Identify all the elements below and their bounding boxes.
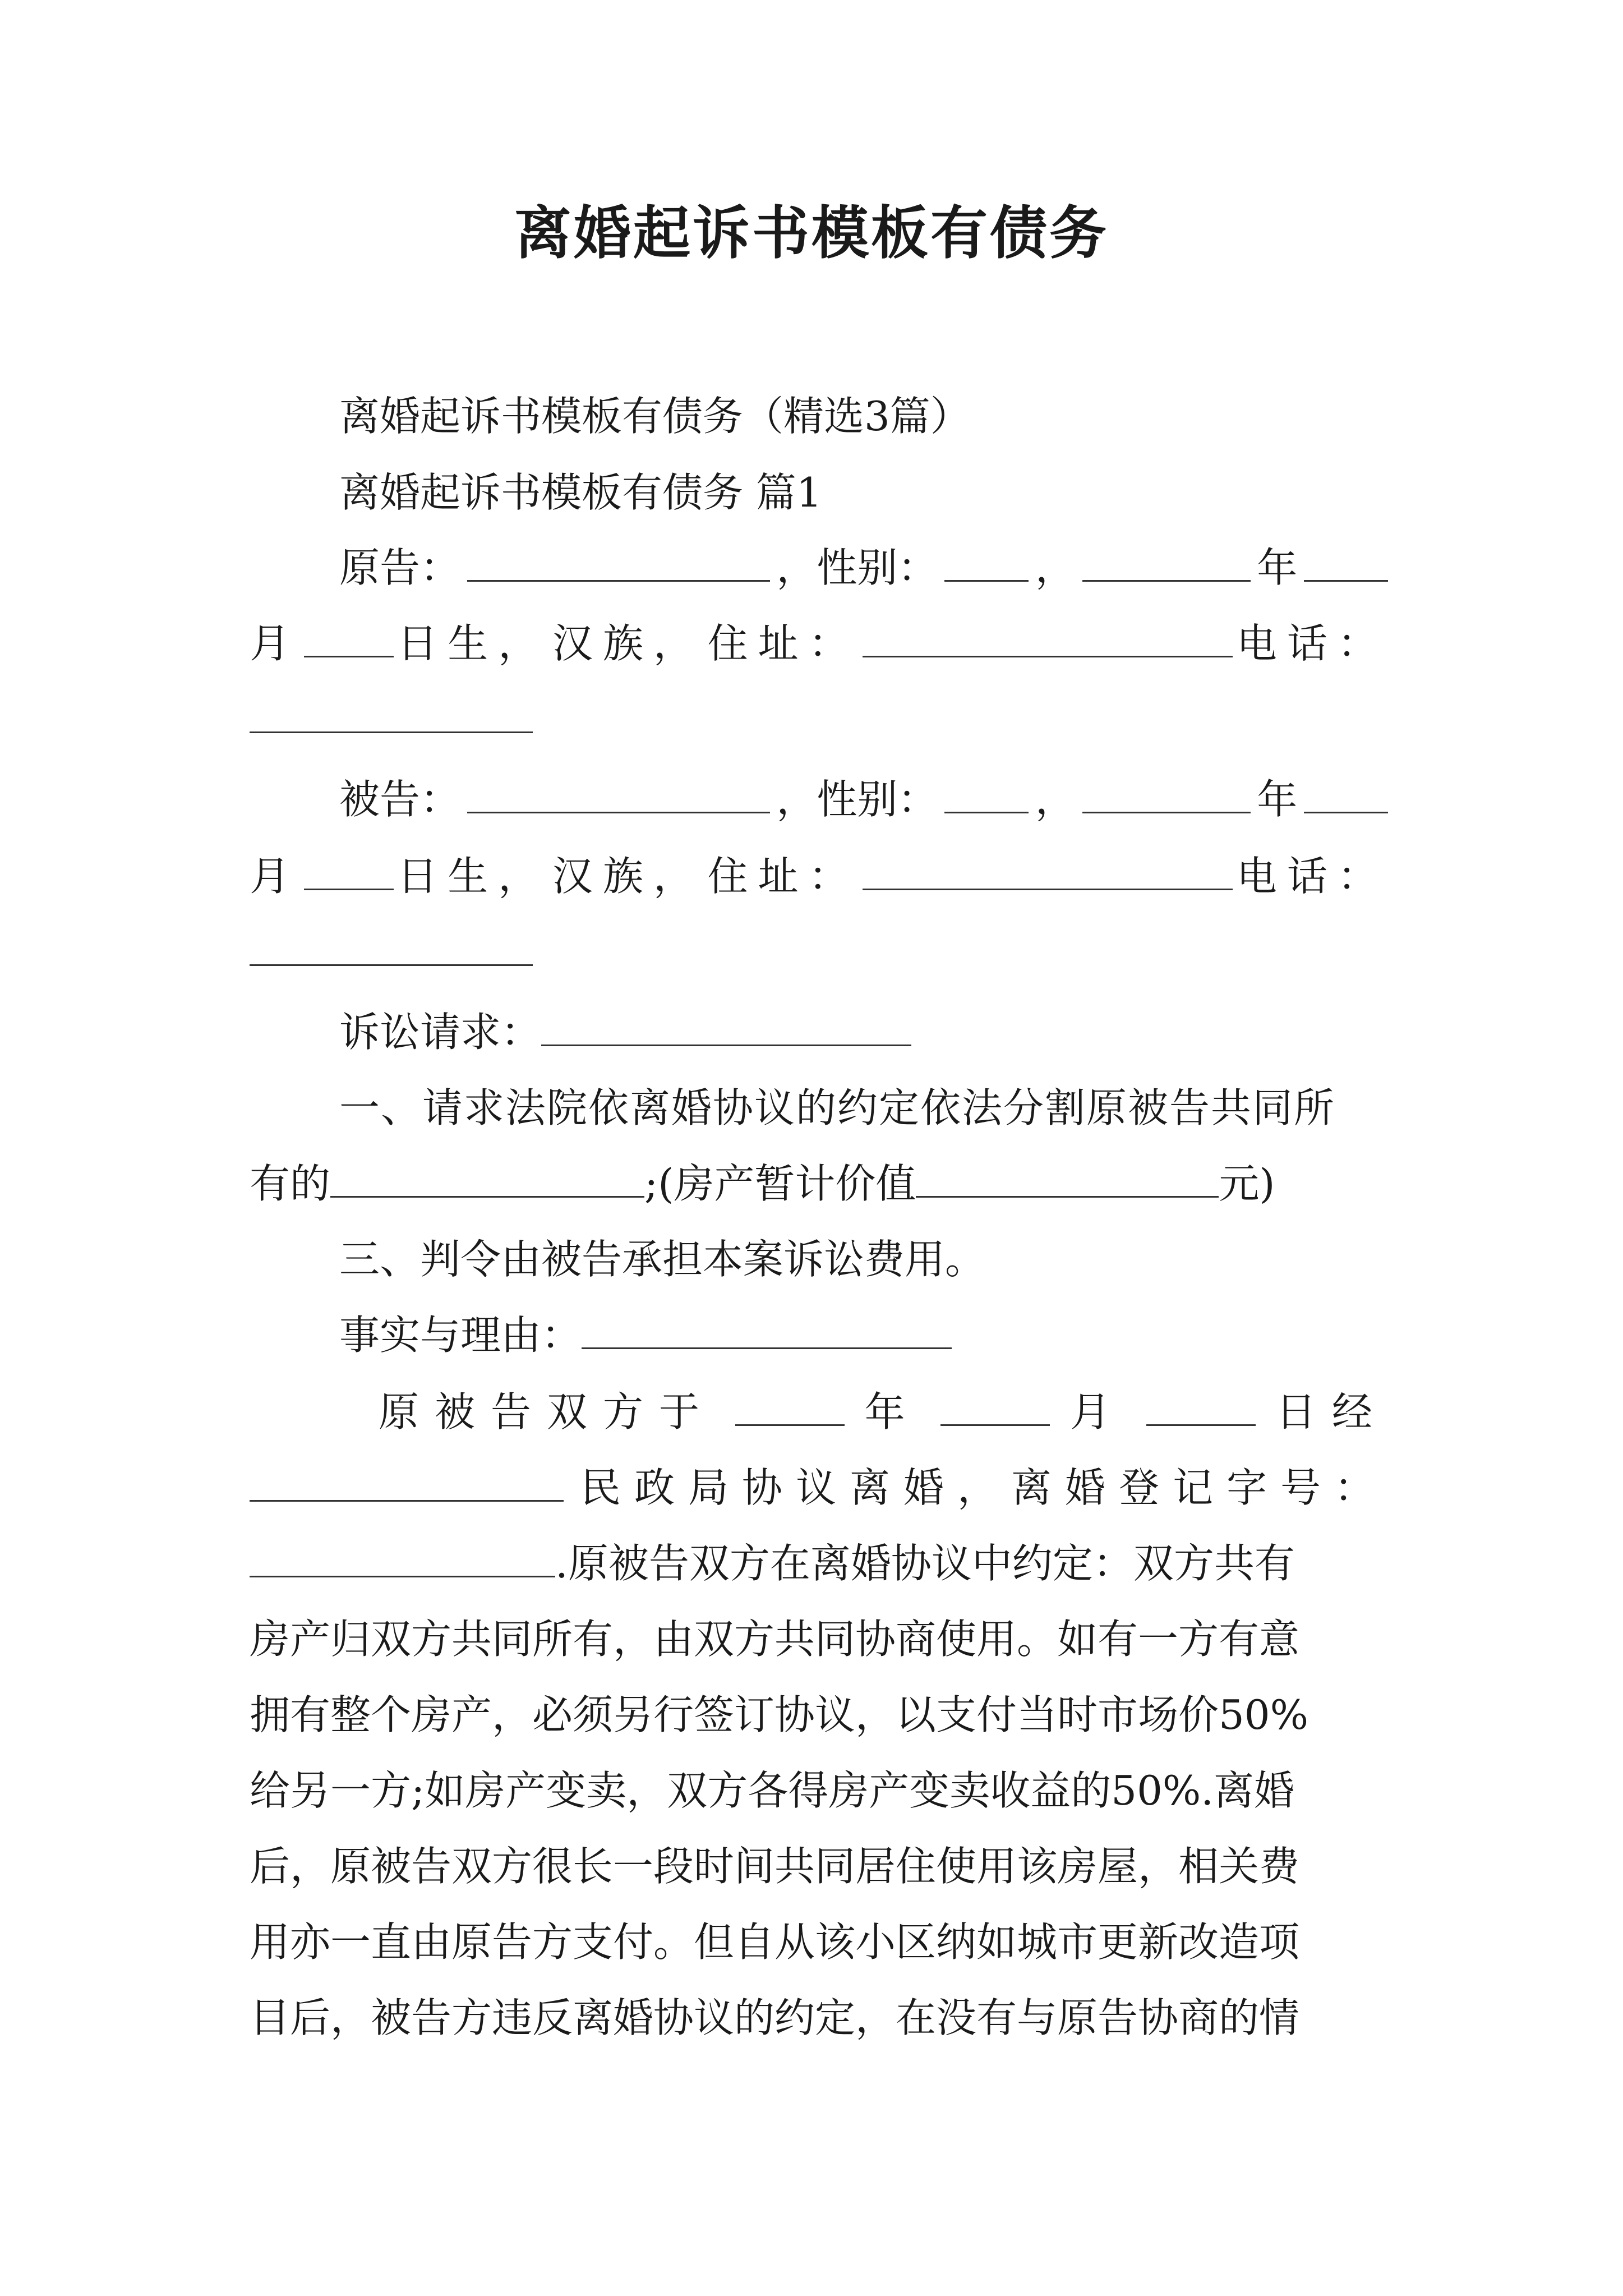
defendant-name-blank xyxy=(467,772,770,813)
facts-line-3 xyxy=(250,1535,1388,1591)
plaintiff-line-1 xyxy=(250,540,1388,596)
document-title: 离婚起诉书模板有债务 xyxy=(514,200,1109,267)
facts-body-line: 房产归双方共同所有，由双方共同协商使用。如有一方有意 xyxy=(250,1616,1300,1663)
plaintiff-label: 原告： xyxy=(339,544,461,591)
defendant-year-blank xyxy=(1082,772,1251,813)
facts-regno-blank xyxy=(250,1536,555,1577)
plaintiff-sex-label: ，性别： xyxy=(776,544,938,591)
defendant-sex-label: ，性别： xyxy=(776,776,938,823)
defendant-label: 被告： xyxy=(339,776,461,823)
plaintiff-day-blank xyxy=(304,616,394,657)
claims-label: 诉讼请求： xyxy=(339,1009,542,1056)
plaintiff-sex-blank xyxy=(944,541,1029,582)
facts-month-label: 月 xyxy=(1070,1388,1127,1435)
plaintiff-phone-label: 电话： xyxy=(1236,620,1388,667)
defendant-phone-blank xyxy=(250,925,533,966)
claim1-line-2 xyxy=(250,1156,1388,1212)
defendant-day-blank xyxy=(304,849,394,890)
facts-agreement-text: .原被告双方在离婚协议中约定：双方共有 xyxy=(555,1540,1295,1587)
claim1-price-blank xyxy=(916,1157,1219,1198)
plaintiff-line-2 xyxy=(250,615,1388,671)
plaintiff-born-label: 日生， xyxy=(397,620,549,667)
plaintiff-line-3 xyxy=(250,691,1388,747)
facts-year-blank xyxy=(735,1385,845,1426)
defendant-month-blank xyxy=(1304,772,1388,813)
plaintiff-phone-blank xyxy=(250,692,533,733)
subtitle: 离婚起诉书模板有债务（精选3篇） xyxy=(339,393,971,440)
section-heading: 离婚起诉书模板有债务 篇1 xyxy=(339,469,822,516)
facts-line-2 xyxy=(250,1460,1388,1516)
plaintiff-year-blank xyxy=(1082,541,1251,582)
plaintiff-name-blank xyxy=(467,541,770,582)
claim1-unit-label: 元) xyxy=(1219,1160,1275,1207)
facts-bureau-blank xyxy=(250,1461,564,1502)
defendant-line-3 xyxy=(250,924,1388,980)
defendant-month-label: 月 xyxy=(250,853,301,900)
defendant-sex-blank xyxy=(944,772,1029,813)
defendant-line-2 xyxy=(250,848,1388,904)
defendant-born-label: 日生， xyxy=(397,853,549,900)
defendant-address-label: 住址： xyxy=(707,853,859,900)
facts-blank xyxy=(582,1308,952,1349)
facts-month-blank xyxy=(940,1385,1050,1426)
plaintiff-ethnic-label: 汉族， xyxy=(552,620,704,667)
defendant-comma: ， xyxy=(1035,776,1076,823)
plaintiff-address-label: 住址： xyxy=(707,620,859,667)
claim3-line: 三、判令由被告承担本案诉讼费用。 xyxy=(339,1236,986,1283)
facts-parties-label: 原被告双方于 xyxy=(379,1388,716,1435)
claims-blank xyxy=(541,1005,911,1046)
plaintiff-year-label: 年 xyxy=(1257,544,1298,591)
facts-label-line xyxy=(250,1307,1388,1363)
facts-year-label: 年 xyxy=(864,1388,921,1435)
plaintiff-address-blank xyxy=(863,616,1233,657)
facts-body-line: 拥有整个房产，必须另行签订协议，以支付当时市场价50% xyxy=(250,1691,1309,1738)
facts-body-line: 用亦一直由原告方支付。但自从该小区纳如城市更新改造项 xyxy=(250,1918,1300,1966)
facts-body-line: 后，原被告双方很长一段时间共同居住使用该房屋，相关费 xyxy=(250,1843,1300,1890)
claims-line xyxy=(250,1004,1388,1060)
claim1-house-blank xyxy=(330,1157,644,1198)
defendant-address-blank xyxy=(863,849,1233,890)
claim1-price-label: ;(房产暂计价值 xyxy=(644,1160,916,1207)
facts-body-line: 给另一方;如房产变卖，双方各得房产变卖收益的50%.离婚 xyxy=(250,1767,1295,1814)
plaintiff-comma: ， xyxy=(1035,544,1076,591)
facts-line-1 xyxy=(250,1384,1388,1440)
facts-day-label: 日经 xyxy=(1275,1388,1388,1435)
plaintiff-month-blank xyxy=(1304,541,1388,582)
defendant-year-label: 年 xyxy=(1257,776,1298,823)
facts-label: 事实与理由： xyxy=(339,1312,582,1359)
defendant-line-1 xyxy=(250,771,1388,827)
plaintiff-month-label: 月 xyxy=(250,620,301,667)
facts-divorce-text: 民政局协议离婚，离婚登记字号： xyxy=(580,1464,1388,1511)
facts-body-line: 目后，被告方违反离婚协议的约定，在没有与原告协商的情 xyxy=(250,1994,1300,2041)
defendant-phone-label: 电话： xyxy=(1236,853,1388,900)
claim1-line-1: 一、请求法院依离婚协议的约定依法分割原被告共同所 xyxy=(339,1084,1336,1131)
claim1-house-label: 有的 xyxy=(250,1160,331,1207)
defendant-ethnic-label: 汉族， xyxy=(552,853,704,900)
facts-day-blank xyxy=(1146,1385,1256,1426)
